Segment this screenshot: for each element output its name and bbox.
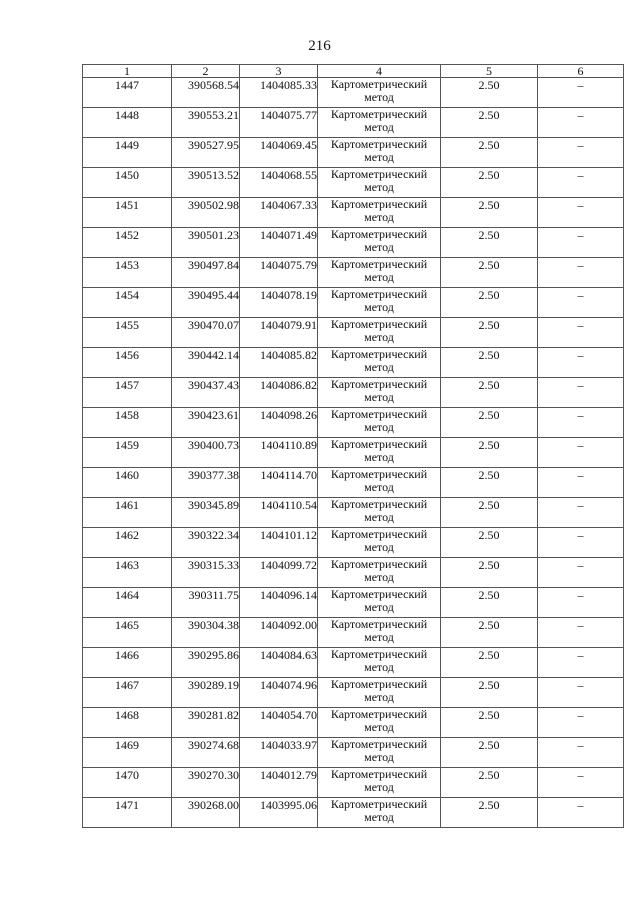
- point-number-cell: 1469: [83, 738, 172, 768]
- note-cell: –: [538, 648, 624, 678]
- y-coordinate-cell: 1404078.19: [240, 288, 318, 318]
- point-number-cell: 1461: [83, 498, 172, 528]
- x-coordinate-cell: 390513.52: [172, 168, 240, 198]
- note-cell: –: [538, 798, 624, 828]
- accuracy-cell: 2.50: [441, 468, 538, 498]
- x-coordinate-cell: 390295.86: [172, 648, 240, 678]
- method-cell: [318, 648, 441, 678]
- accuracy-cell: 2.50: [441, 408, 538, 438]
- method-line-1: Картометрический: [330, 167, 428, 181]
- method-cell: [318, 378, 441, 408]
- accuracy-cell: 2.50: [441, 138, 538, 168]
- y-coordinate-cell: 1404068.55: [240, 168, 318, 198]
- table-row: [83, 78, 624, 108]
- note-cell: –: [538, 528, 624, 558]
- accuracy-cell: 2.50: [441, 438, 538, 468]
- method-cell: [318, 528, 441, 558]
- method-line-1: Картометрический: [330, 557, 428, 571]
- accuracy-cell: 2.50: [441, 78, 538, 108]
- y-coordinate-cell: 1404079.91: [240, 318, 318, 348]
- table-row: [83, 138, 624, 168]
- header-col-2: 2: [172, 65, 240, 78]
- method-line-2: метод: [364, 210, 394, 224]
- method-line-1: Картометрический: [330, 707, 428, 721]
- point-number-cell: 1468: [83, 708, 172, 738]
- accuracy-cell: 2.50: [441, 648, 538, 678]
- y-coordinate-cell: 1404075.79: [240, 258, 318, 288]
- point-number-cell: 1451: [83, 198, 172, 228]
- accuracy-cell: 2.50: [441, 618, 538, 648]
- method-line-2: метод: [364, 720, 394, 734]
- method-line-2: метод: [364, 330, 394, 344]
- note-cell: –: [538, 678, 624, 708]
- x-coordinate-cell: 390311.75: [172, 588, 240, 618]
- method-line-2: метод: [364, 510, 394, 524]
- method-cell: [318, 558, 441, 588]
- accuracy-cell: 2.50: [441, 108, 538, 138]
- method-line-1: Картометрический: [330, 587, 428, 601]
- header-col-3: 3: [240, 65, 318, 78]
- x-coordinate-cell: 390568.54: [172, 78, 240, 108]
- table-row: [83, 678, 624, 708]
- note-cell: –: [538, 198, 624, 228]
- coordinates-table: [82, 64, 624, 828]
- accuracy-cell: 2.50: [441, 798, 538, 828]
- method-cell: [318, 588, 441, 618]
- x-coordinate-cell: 390495.44: [172, 288, 240, 318]
- y-coordinate-cell: 1404054.70: [240, 708, 318, 738]
- method-cell: [318, 348, 441, 378]
- point-number-cell: 1449: [83, 138, 172, 168]
- method-line-1: Картометрический: [330, 107, 428, 121]
- note-cell: –: [538, 378, 624, 408]
- note-cell: –: [538, 348, 624, 378]
- table-row: [83, 498, 624, 528]
- table-row: [83, 618, 624, 648]
- method-line-1: Картометрический: [330, 347, 428, 361]
- table-header-row: [83, 65, 624, 78]
- x-coordinate-cell: 390270.30: [172, 768, 240, 798]
- note-cell: –: [538, 498, 624, 528]
- accuracy-cell: 2.50: [441, 198, 538, 228]
- x-coordinate-cell: 390315.33: [172, 558, 240, 588]
- x-coordinate-cell: 390501.23: [172, 228, 240, 258]
- method-line-2: метод: [364, 300, 394, 314]
- method-line-1: Картометрический: [330, 287, 428, 301]
- y-coordinate-cell: 1404092.00: [240, 618, 318, 648]
- note-cell: –: [538, 738, 624, 768]
- method-cell: [318, 678, 441, 708]
- table-row: [83, 348, 624, 378]
- table-row: [83, 438, 624, 468]
- method-cell: [318, 228, 441, 258]
- note-cell: –: [538, 258, 624, 288]
- y-coordinate-cell: 1404085.33: [240, 78, 318, 108]
- table-row: [83, 378, 624, 408]
- method-line-2: метод: [364, 630, 394, 644]
- method-cell: [318, 768, 441, 798]
- method-line-2: метод: [364, 600, 394, 614]
- note-cell: –: [538, 288, 624, 318]
- x-coordinate-cell: 390437.43: [172, 378, 240, 408]
- accuracy-cell: 2.50: [441, 588, 538, 618]
- note-cell: –: [538, 618, 624, 648]
- y-coordinate-cell: 1404084.63: [240, 648, 318, 678]
- point-number-cell: 1454: [83, 288, 172, 318]
- note-cell: –: [538, 558, 624, 588]
- table-row: [83, 198, 624, 228]
- method-line-1: Картометрический: [330, 137, 428, 151]
- y-coordinate-cell: 1404110.54: [240, 498, 318, 528]
- note-cell: –: [538, 138, 624, 168]
- method-cell: [318, 708, 441, 738]
- point-number-cell: 1464: [83, 588, 172, 618]
- method-line-1: Картометрический: [330, 527, 428, 541]
- method-line-2: метод: [364, 570, 394, 584]
- method-line-2: метод: [364, 180, 394, 194]
- accuracy-cell: 2.50: [441, 378, 538, 408]
- x-coordinate-cell: 390553.21: [172, 108, 240, 138]
- x-coordinate-cell: 390274.68: [172, 738, 240, 768]
- method-line-1: Картометрический: [330, 497, 428, 511]
- table-row: [83, 288, 624, 318]
- note-cell: –: [538, 318, 624, 348]
- method-line-2: метод: [364, 750, 394, 764]
- accuracy-cell: 2.50: [441, 258, 538, 288]
- table-row: [83, 708, 624, 738]
- accuracy-cell: 2.50: [441, 558, 538, 588]
- accuracy-cell: 2.50: [441, 348, 538, 378]
- accuracy-cell: 2.50: [441, 318, 538, 348]
- x-coordinate-cell: 390268.00: [172, 798, 240, 828]
- method-line-2: метод: [364, 240, 394, 254]
- y-coordinate-cell: 1404096.14: [240, 588, 318, 618]
- accuracy-cell: 2.50: [441, 708, 538, 738]
- y-coordinate-cell: 1404071.49: [240, 228, 318, 258]
- point-number-cell: 1450: [83, 168, 172, 198]
- method-line-1: Картометрический: [330, 197, 428, 211]
- method-line-1: Картометрический: [330, 377, 428, 391]
- x-coordinate-cell: 390502.98: [172, 198, 240, 228]
- method-line-1: Картометрический: [330, 437, 428, 451]
- x-coordinate-cell: 390527.95: [172, 138, 240, 168]
- y-coordinate-cell: 1404074.96: [240, 678, 318, 708]
- accuracy-cell: 2.50: [441, 678, 538, 708]
- method-line-1: Картометрический: [330, 257, 428, 271]
- note-cell: –: [538, 168, 624, 198]
- header-col-6: 6: [538, 65, 624, 78]
- point-number-cell: 1456: [83, 348, 172, 378]
- method-cell: [318, 108, 441, 138]
- note-cell: –: [538, 408, 624, 438]
- table-row: [83, 168, 624, 198]
- method-line-2: метод: [364, 660, 394, 674]
- table-row: [83, 738, 624, 768]
- table-row: [83, 768, 624, 798]
- method-cell: [318, 438, 441, 468]
- y-coordinate-cell: 1404101.12: [240, 528, 318, 558]
- table-row: [83, 228, 624, 258]
- header-col-5: 5: [441, 65, 538, 78]
- method-cell: [318, 78, 441, 108]
- method-line-1: Картометрический: [330, 407, 428, 421]
- accuracy-cell: 2.50: [441, 228, 538, 258]
- note-cell: –: [538, 78, 624, 108]
- note-cell: –: [538, 438, 624, 468]
- point-number-cell: 1455: [83, 318, 172, 348]
- point-number-cell: 1452: [83, 228, 172, 258]
- method-line-1: Картометрический: [330, 77, 428, 91]
- method-cell: [318, 258, 441, 288]
- method-line-2: метод: [364, 480, 394, 494]
- note-cell: –: [538, 708, 624, 738]
- method-cell: [318, 798, 441, 828]
- method-line-1: Картометрический: [330, 767, 428, 781]
- y-coordinate-cell: 1404067.33: [240, 198, 318, 228]
- method-line-1: Картометрический: [330, 467, 428, 481]
- y-coordinate-cell: 1404012.79: [240, 768, 318, 798]
- x-coordinate-cell: 390470.07: [172, 318, 240, 348]
- method-line-2: метод: [364, 780, 394, 794]
- table-row: [83, 468, 624, 498]
- table-row: [83, 588, 624, 618]
- table-row: [83, 108, 624, 138]
- accuracy-cell: 2.50: [441, 288, 538, 318]
- point-number-cell: 1462: [83, 528, 172, 558]
- note-cell: –: [538, 768, 624, 798]
- method-line-2: метод: [364, 540, 394, 554]
- point-number-cell: 1463: [83, 558, 172, 588]
- x-coordinate-cell: 390497.84: [172, 258, 240, 288]
- point-number-cell: 1457: [83, 378, 172, 408]
- point-number-cell: 1459: [83, 438, 172, 468]
- y-coordinate-cell: 1404114.70: [240, 468, 318, 498]
- point-number-cell: 1453: [83, 258, 172, 288]
- method-cell: [318, 468, 441, 498]
- table-row: [83, 318, 624, 348]
- method-cell: [318, 498, 441, 528]
- method-line-2: метод: [364, 360, 394, 374]
- y-coordinate-cell: 1404110.89: [240, 438, 318, 468]
- x-coordinate-cell: 390442.14: [172, 348, 240, 378]
- point-number-cell: 1467: [83, 678, 172, 708]
- method-line-2: метод: [364, 810, 394, 824]
- method-cell: [318, 408, 441, 438]
- y-coordinate-cell: 1404098.26: [240, 408, 318, 438]
- y-coordinate-cell: 1404075.77: [240, 108, 318, 138]
- table-row: [83, 558, 624, 588]
- accuracy-cell: 2.50: [441, 528, 538, 558]
- method-line-2: метод: [364, 390, 394, 404]
- x-coordinate-cell: 390304.38: [172, 618, 240, 648]
- y-coordinate-cell: 1404099.72: [240, 558, 318, 588]
- method-line-1: Картометрический: [330, 797, 428, 811]
- table-row: [83, 258, 624, 288]
- point-number-cell: 1465: [83, 618, 172, 648]
- x-coordinate-cell: 390345.89: [172, 498, 240, 528]
- header-col-4: 4: [318, 65, 441, 78]
- accuracy-cell: 2.50: [441, 168, 538, 198]
- point-number-cell: 1458: [83, 408, 172, 438]
- x-coordinate-cell: 390289.19: [172, 678, 240, 708]
- method-line-1: Картометрический: [330, 317, 428, 331]
- header-col-1: 1: [83, 65, 172, 78]
- point-number-cell: 1466: [83, 648, 172, 678]
- y-coordinate-cell: 1404086.82: [240, 378, 318, 408]
- accuracy-cell: 2.50: [441, 738, 538, 768]
- method-line-1: Картометрический: [330, 737, 428, 751]
- method-cell: [318, 288, 441, 318]
- method-cell: [318, 618, 441, 648]
- method-line-2: метод: [364, 120, 394, 134]
- table-row: [83, 648, 624, 678]
- x-coordinate-cell: 390400.73: [172, 438, 240, 468]
- x-coordinate-cell: 390377.38: [172, 468, 240, 498]
- y-coordinate-cell: 1404033.97: [240, 738, 318, 768]
- y-coordinate-cell: 1403995.06: [240, 798, 318, 828]
- method-line-1: Картометрический: [330, 617, 428, 631]
- method-line-2: метод: [364, 270, 394, 284]
- point-number-cell: 1471: [83, 798, 172, 828]
- point-number-cell: 1460: [83, 468, 172, 498]
- x-coordinate-cell: 390322.34: [172, 528, 240, 558]
- x-coordinate-cell: 390281.82: [172, 708, 240, 738]
- table-row: [83, 408, 624, 438]
- note-cell: –: [538, 588, 624, 618]
- point-number-cell: 1470: [83, 768, 172, 798]
- x-coordinate-cell: 390423.61: [172, 408, 240, 438]
- table-body: [83, 78, 624, 828]
- method-line-2: метод: [364, 90, 394, 104]
- method-line-2: метод: [364, 420, 394, 434]
- method-line-1: Картометрический: [330, 647, 428, 661]
- note-cell: –: [538, 468, 624, 498]
- method-cell: [318, 138, 441, 168]
- method-line-2: метод: [364, 150, 394, 164]
- point-number-cell: 1448: [83, 108, 172, 138]
- method-cell: [318, 168, 441, 198]
- note-cell: –: [538, 108, 624, 138]
- table-row: [83, 528, 624, 558]
- accuracy-cell: 2.50: [441, 498, 538, 528]
- method-line-2: метод: [364, 450, 394, 464]
- method-line-1: Картометрический: [330, 227, 428, 241]
- method-cell: [318, 318, 441, 348]
- y-coordinate-cell: 1404085.82: [240, 348, 318, 378]
- accuracy-cell: 2.50: [441, 768, 538, 798]
- method-line-2: метод: [364, 690, 394, 704]
- page-number: 216: [308, 38, 331, 54]
- note-cell: –: [538, 228, 624, 258]
- method-line-1: Картометрический: [330, 677, 428, 691]
- table-row: [83, 798, 624, 828]
- method-cell: [318, 198, 441, 228]
- y-coordinate-cell: 1404069.45: [240, 138, 318, 168]
- method-cell: [318, 738, 441, 768]
- point-number-cell: 1447: [83, 78, 172, 108]
